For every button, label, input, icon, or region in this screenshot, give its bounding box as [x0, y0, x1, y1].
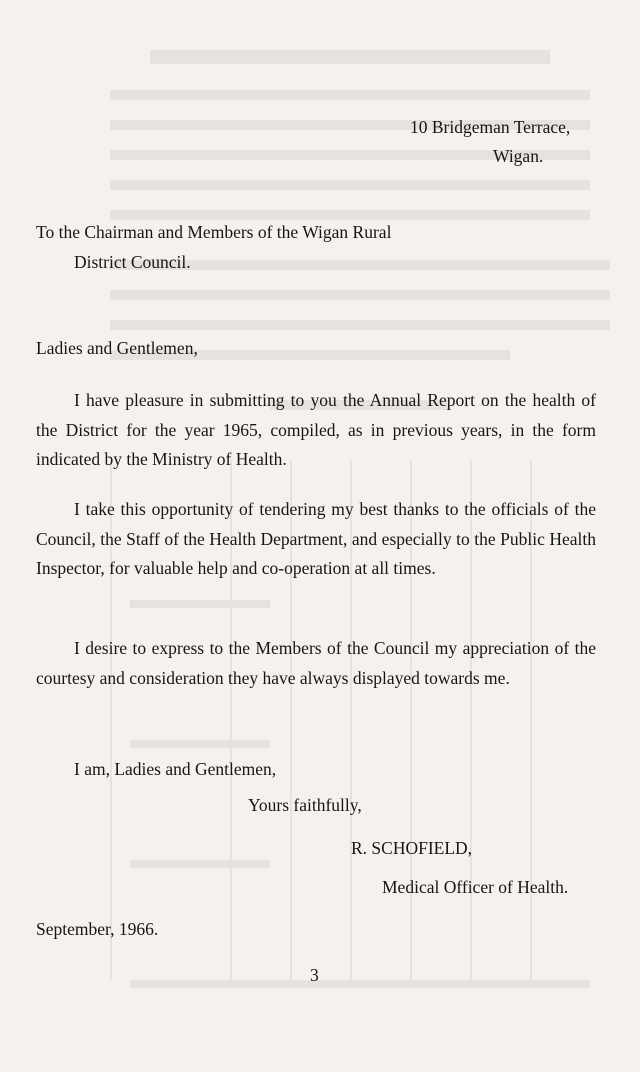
recipient-line-2: District Council. [74, 252, 191, 272]
page-number: 3 [310, 965, 319, 985]
paragraph-text: I desire to express to the Members of the Council my appreciation of the courtesy and consideration they have always displayed towards me. [36, 638, 596, 688]
closing-line-1: I am, Ladies and Gentlemen, [74, 759, 277, 779]
recipient-line-1: To the Chairman and Members of the Wigan Rural [36, 222, 392, 242]
sender-address-street: 10 Bridgeman Terrace, [410, 117, 571, 137]
body-paragraph-2 [36, 495, 596, 584]
signatory-title: Medical Officer of Health. [382, 877, 569, 897]
body-paragraph-3 [36, 634, 596, 693]
signatory-name: R. SCHOFIELD, [351, 838, 473, 858]
sender-address-town: Wigan. [493, 146, 544, 166]
paragraph-text: I have pleasure in submitting to you the Annual Report on the health of the District for the year 1965, compiled, as in previous years, in the form indicated by the Ministry of Health. [36, 390, 596, 469]
salutation: Ladies and Gentlemen, [36, 338, 198, 358]
letter-date: September, 1966. [36, 919, 159, 939]
paragraph-text: I take this opportunity of tendering my best thanks to the officials of the Council, the Staff of the Health Department, and especially to the Public Health Inspector, for valuable help and co-operation at all times. [36, 499, 596, 578]
closing-line-2: Yours faithfully, [248, 795, 362, 815]
body-paragraph-1 [36, 386, 596, 475]
